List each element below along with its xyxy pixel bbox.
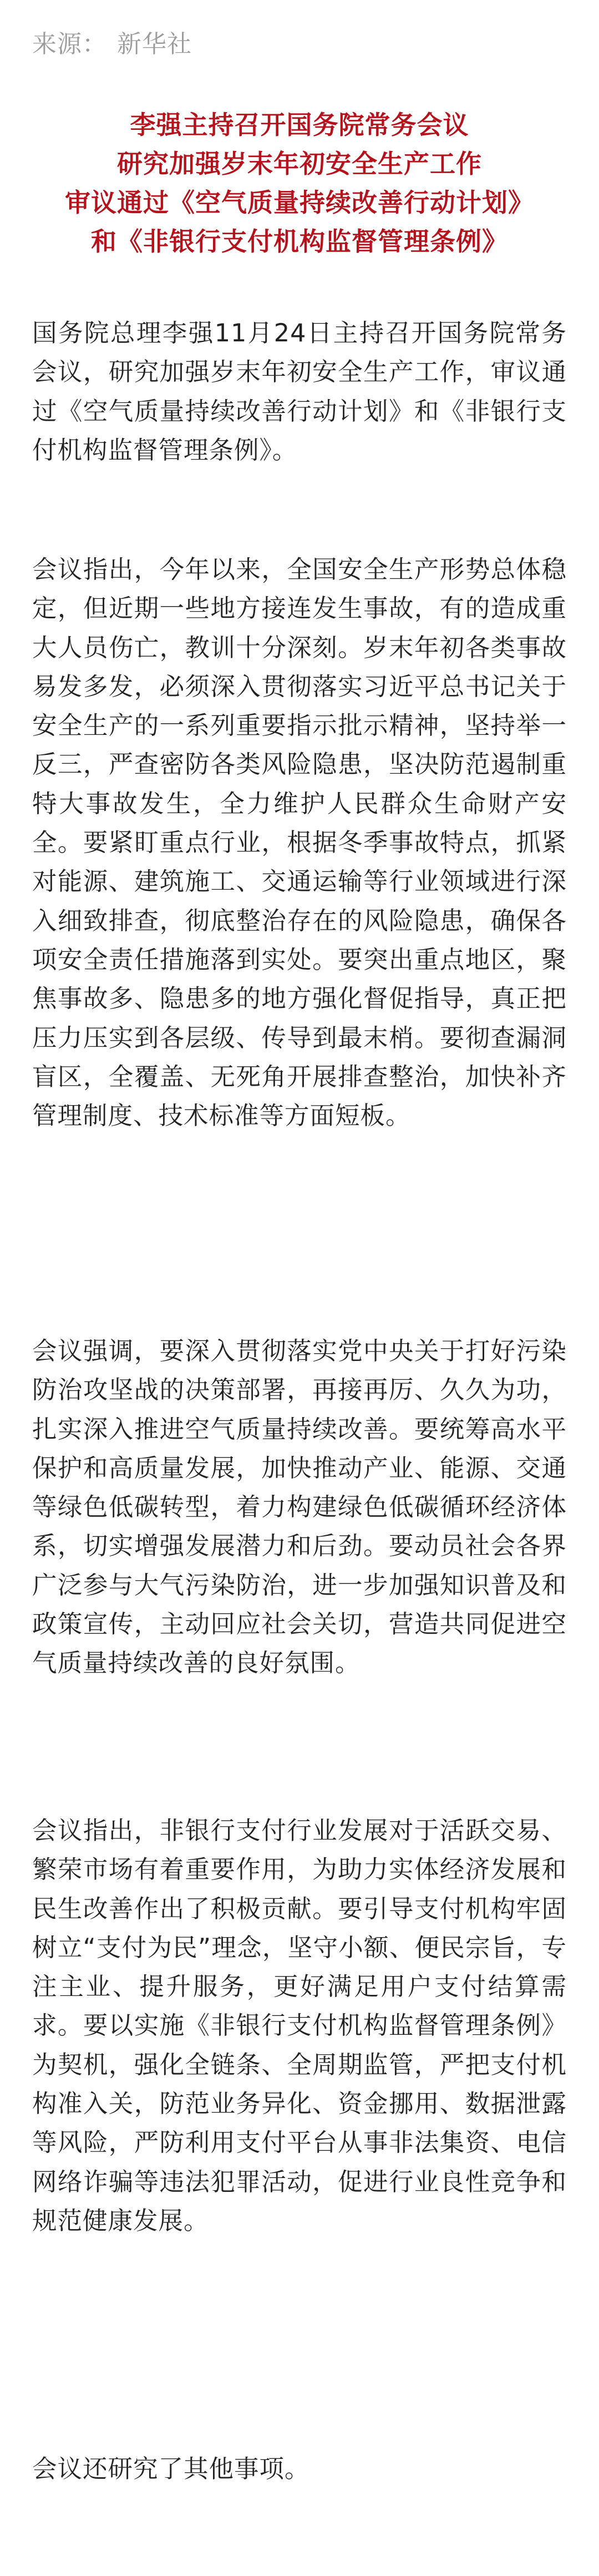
paragraph-closing: 会议还研究了其他事项。 (32, 2455, 310, 2483)
title-line-4: 和《非银行支付机构监督管理条例》 (91, 226, 508, 256)
source-label: 来源： (32, 30, 107, 58)
title-line-1: 李强主持召开国务院常务会议 (130, 110, 469, 140)
source-line (32, 28, 192, 61)
paragraph-payment: 会议指出，非银行支付行业发展对于活跃交易、繁荣市场有着重要作用，为助力实体经济发展和民生改善作出了积极贡献。要引导支付机构牢固树立“支付为民”理念，坚守小额、便民宗旨，专注主业、提升服务，更好满足用户支付结算需求。要以实施《非银行支付机构监督管理条例》为契机，强化全链条、全周期监管，严把支付机构准入关，防范业务异化、资金挪用、数据泄露等风险，严防利用支付平台从事非法集资、电信网络诈骗等违法犯罪活动，促进行业良性竞争和规范健康发展。 (32, 1817, 567, 2235)
article-title (0, 105, 599, 261)
title-line-3: 审议通过《空气质量持续改善行动计划》 (65, 188, 534, 218)
title-line-2: 研究加强岁末年初安全生产工作 (117, 149, 482, 179)
source-name: 新华社 (117, 30, 192, 58)
paragraph-intro: 国务院总理李强11月24日主持召开国务院常务会议，研究加强岁末年初安全生产工作，审议通过《空气质量持续改善行动计划》和《非银行支付机构监督管理条例》。 (32, 319, 567, 465)
paragraph-safety: 会议指出，今年以来，全国安全生产形势总体稳定，但近期一些地方接连发生事故，有的造成重大人员伤亡，教训十分深刻。岁末年初各类事故易发多发，必须深入贯彻落实习近平总书记关于安全生产的一系列重要指示批示精神，坚持举一反三，严查密防各类风险隐患，坚决防范遏制重特大事故发生，全力维护人民群众生命财产安全。要紧盯重点行业，根据冬季事故特点，抓紧对能源、建筑施工、交通运输等行业领域进行深入细致排查，彻底整治存在的风险隐患，确保各项安全责任措施落到实处。要突出重点地区，聚焦事故多、隐患多的地方强化督促指导，真正把压力压实到各层级、传导到最末梢。要彻查漏洞盲区，全覆盖、无死角开展排查整治，加快补齐管理制度、技术标准等方面短板。 (32, 556, 567, 1131)
paragraph-air-quality: 会议强调，要深入贯彻落实党中央关于打好污染防治攻坚战的决策部署，再接再厉、久久为功，扎实深入推进空气质量持续改善。要统筹高水平保护和高质量发展，加快推动产业、能源、交通等绿色低碳转型，着力构建绿色低碳循环经济体系，切实增强发展潜力和后劲。要动员社会各界广泛参与大气污染防治，进一步加强知识普及和政策宣传，主动回应社会关切，营造共同促进空气质量持续改善的良好氛围。 (32, 1337, 567, 1678)
